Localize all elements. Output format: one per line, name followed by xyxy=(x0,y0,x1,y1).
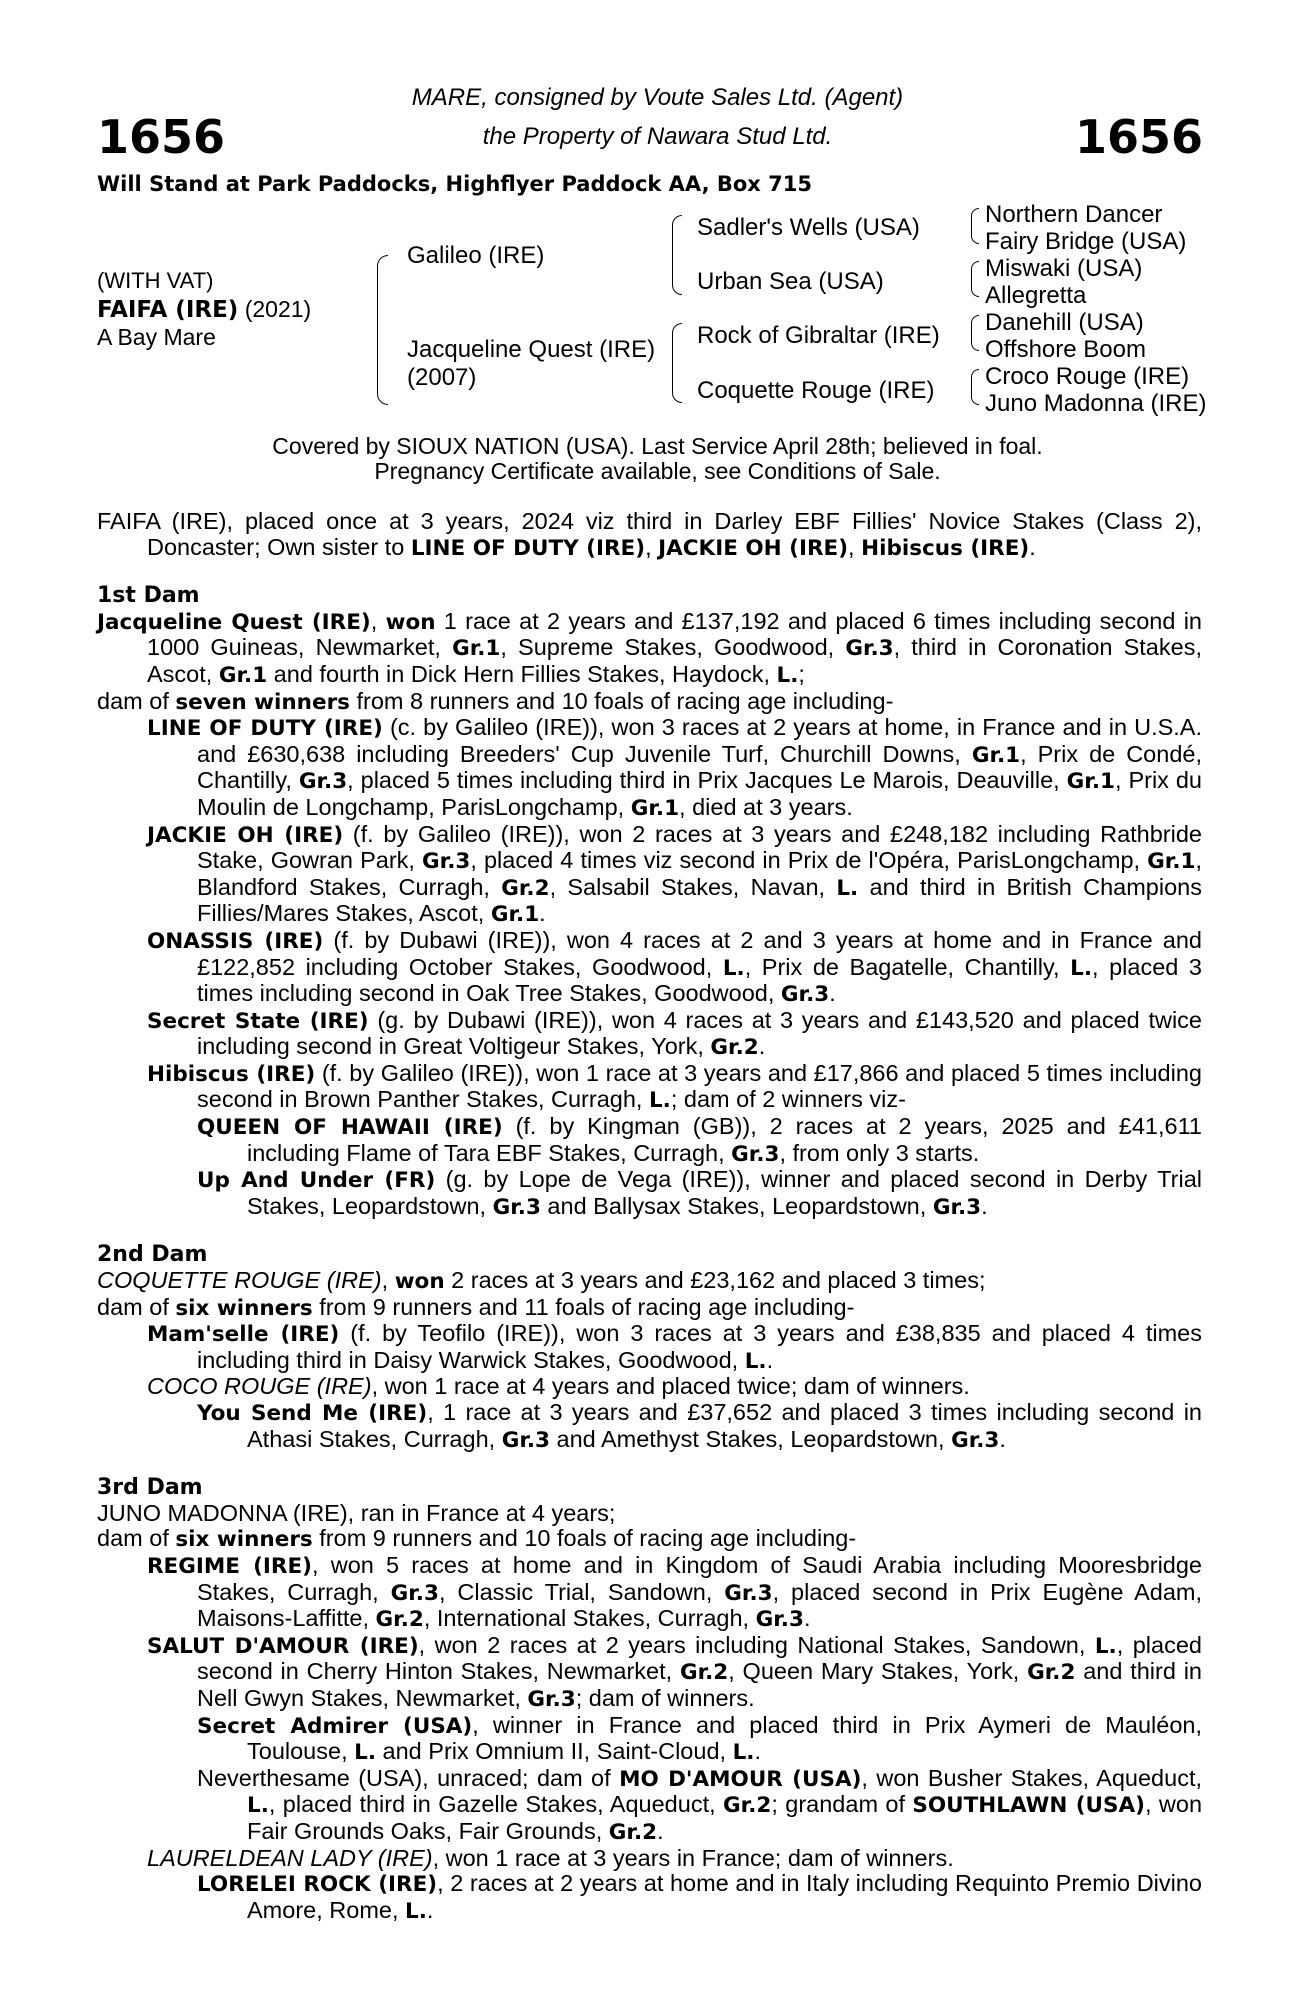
secret-state-entry: Secret State (IRE) (g. by Dubawi (IRE)), won 4 races at 3 years and £143,520 and placed twice including second in Great Voltigeur Stakes, York, Gr.2. xyxy=(147,1006,1202,1061)
horse-description: A Bay Mare xyxy=(97,324,216,350)
second-dam-heading: 2nd Dam xyxy=(97,1242,208,1268)
pedigree-brace-ss xyxy=(971,208,979,244)
catalogue-text xyxy=(97,509,1202,1924)
neverthesame-entry: Neverthesame (USA), unraced; dam of MO D'AMOUR (USA), won Busher Stakes, Aqueduct, L., placed third in Gazelle Stakes, Aqueduct, Gr.2; grandam of SOUTHLAWN (USA), won Fair Grounds Oaks, Fair Grounds, Gr.2. xyxy=(197,1764,1203,1845)
sire: Galileo (IRE) xyxy=(407,242,545,269)
stand-location: Will Stand at Park Paddocks, Highflyer Paddock AA, Box 715 xyxy=(97,172,812,196)
first-dam-produce: dam of seven winners from 8 runners and 10 foals of racing age including- xyxy=(97,687,894,715)
sss: Northern Dancer xyxy=(985,201,1163,228)
horse-name: FAIFA (IRE) xyxy=(97,297,239,323)
dam-sire: Rock of Gibraltar (IRE) xyxy=(697,322,940,349)
up-and-under-entry: Up And Under (FR) (g. by Lope de Vega (IRE)), winner and placed second in Derby Trial Stakes, Leopardstown, Gr.3 and Ballysax Stakes, Leopardstown, Gr.3. xyxy=(197,1166,1203,1220)
pedigree-brace-ds xyxy=(971,315,979,351)
consignment-line: MARE, consigned by Voute Sales Ltd. (Agent) xyxy=(411,84,904,111)
line-of-duty-entry: LINE OF DUTY (IRE) (c. by Galileo (IRE)), won 3 races at 2 years at home, in France and in U.S.A. and £630,638 including Breeders' Cup Juvenile Turf, Churchill Downs, Gr.1, Prix de Condé, Chantilly, Gr.3, placed 5 times including third in Prix Jacques Le Marois, Deauville, Gr.1, Prix du Moulin de Longchamp, ParisLongchamp, Gr.1, died at 3 years. xyxy=(147,714,1203,821)
covered-line: Covered by SIOUX NATION (USA). Last Service April 28th; believed in foal. xyxy=(272,433,1043,459)
dss: Danehill (USA) xyxy=(985,309,1144,336)
ssd: Fairy Bridge (USA) xyxy=(985,228,1187,255)
third-dam-produce: dam of six winners from 9 runners and 10 foals of racing age including- xyxy=(97,1525,857,1553)
salut-damour-entry: SALUT D'AMOUR (IRE), won 2 races at 2 years including National Stakes, Sandown, L., placed second in Cherry Hinton Stakes, Newmarket, Gr.2, Queen Mary Stakes, York, Gr.2 and third in Nell Gwyn Stakes, Newmarket, Gr.3; dam of winners. xyxy=(147,1631,1202,1712)
second-dam-produce: dam of six winners from 9 runners and 11 foals of racing age including- xyxy=(97,1293,855,1321)
third-dam-record: JUNO MADONNA (IRE), ran in France at 4 years; xyxy=(97,1499,616,1526)
jackie-oh-entry: JACKIE OH (IRE) (f. by Galileo (IRE)), won 2 races at 3 years and £248,182 including Rathbride Stake, Gowran Park, Gr.3, placed 4 times viz second in Prix de l'Opéra, ParisLongchamp, Gr.1, Blandford Stakes, Curragh, Gr.2, Salsabil Stakes, Navan, L. and third in British Champions Fillies/Mares Stakes, Ascot, Gr.1. xyxy=(147,820,1202,928)
hibiscus-entry: Hibiscus (IRE) (f. by Galileo (IRE)), won 1 race at 3 years and £17,866 and placed 5 times including second in Brown Panther Stakes, Curragh, L.; dam of 2 winners viz- xyxy=(147,1059,1202,1114)
pedigree-brace-dd xyxy=(971,369,979,405)
pedigree-brace-sire xyxy=(672,215,682,295)
property-line: the Property of Nawara Stud Ltd. xyxy=(482,123,833,150)
regime-entry: REGIME (IRE), won 5 races at home and in Kingdom of Saudi Arabia including Mooresbridge Stakes, Curragh, Gr.3, Classic Trial, Sandown, Gr.3, placed second in Prix Eugène Adam, Maisons-Laffitte, Gr.2, International Stakes, Curragh, Gr.3. xyxy=(147,1551,1203,1633)
ddd: Juno Madonna (IRE) xyxy=(985,390,1207,417)
pedigree-brace-sd xyxy=(971,261,979,297)
pedigree-brace-main xyxy=(377,255,388,405)
intro-paragraph: FAIFA (IRE), placed once at 3 years, 2024 viz third in Darley EBF Fillies' Novice Stakes (Class 2), Doncaster; Own sister to LINE OF DUTY (IRE), JACKIE OH (IRE), Hibiscus (IRE). xyxy=(97,508,1202,561)
first-dam-record: Jacqueline Quest (IRE), won 1 race at 2 years and £137,192 and placed 6 times including second in 1000 Guineas, Newmarket, Gr.1, Supreme Stakes, Goodwood, Gr.3, third in Coronation Stakes, Ascot, Gr.1 and fourth in Dick Hern Fillies Stakes, Haydock, L.; xyxy=(97,607,1203,688)
vat-label: (WITH VAT) xyxy=(97,268,214,293)
sire-sire: Sadler's Wells (USA) xyxy=(697,214,920,241)
lot-number-right: 1656 xyxy=(1074,110,1203,164)
dds: Croco Rouge (IRE) xyxy=(985,363,1190,390)
horse-title xyxy=(97,296,311,323)
you-send-me-entry: You Send Me (IRE), 1 race at 3 years and £37,652 and placed 3 times including second in Athasi Stakes, Curragh, Gr.3 and Amethyst Stakes, Leopardstown, Gr.3. xyxy=(197,1399,1202,1453)
dsd: Offshore Boom xyxy=(985,336,1146,363)
sds: Miswaki (USA) xyxy=(985,255,1143,282)
lot-number-left: 1656 xyxy=(97,110,226,164)
dam-dam: Coquette Rouge (IRE) xyxy=(697,377,935,404)
pregnancy-line: Pregnancy Certificate available, see Conditions of Sale. xyxy=(374,458,941,484)
horse-year: (2021) xyxy=(238,296,312,322)
dam-year: (2007) xyxy=(407,364,477,391)
laureldean-lady-entry: LAURELDEAN LADY (IRE), won 1 race at 3 years in France; dam of winners. xyxy=(147,1844,954,1871)
coco-rouge-entry: COCO ROUGE (IRE), won 1 race at 4 years and placed twice; dam of winners. xyxy=(147,1373,970,1400)
pedigree-brace-dam xyxy=(672,323,682,403)
queen-of-hawaii-entry: QUEEN OF HAWAII (IRE) (f. by Kingman (GB)), 2 races at 2 years, 2025 and £41,611 including Flame of Tara EBF Stakes, Curragh, Gr.3, from only 3 starts. xyxy=(197,1113,1202,1167)
sdd: Allegretta xyxy=(985,282,1087,309)
third-dam-heading: 3rd Dam xyxy=(97,1475,203,1501)
sire-dam: Urban Sea (USA) xyxy=(697,268,884,295)
secret-admirer-entry: Secret Admirer (USA), winner in France and placed third in Prix Aymeri de Mauléon, Toulouse, L. and Prix Omnium II, Saint-Cloud, L.. xyxy=(197,1711,1202,1766)
mamselle-entry: Mam'selle (IRE) (f. by Teofilo (IRE)), won 3 races at 3 years and £38,835 and placed 4 times including third in Daisy Warwick Stakes, Goodwood, L.. xyxy=(147,1320,1202,1374)
dam: Jacqueline Quest (IRE) xyxy=(407,336,656,363)
onassis-entry: ONASSIS (IRE) (f. by Dubawi (IRE)), won 4 races at 2 and 3 years at home and in France and £122,852 including October Stakes, Goodwood, L., Prix de Bagatelle, Chantilly, L., placed 3 times including second in Oak Tree Stakes, Goodwood, Gr.3. xyxy=(147,926,1202,1008)
lorelei-rock-entry: LORELEI ROCK (IRE), 2 races at 2 years at home and in Italy including Requinto Premio Divino Amore, Rome, L.. xyxy=(197,1870,1202,1924)
first-dam-heading: 1st Dam xyxy=(97,583,200,609)
second-dam-record: COQUETTE ROUGE (IRE), won 2 races at 3 years and £23,162 and placed 3 times; xyxy=(97,1267,986,1295)
